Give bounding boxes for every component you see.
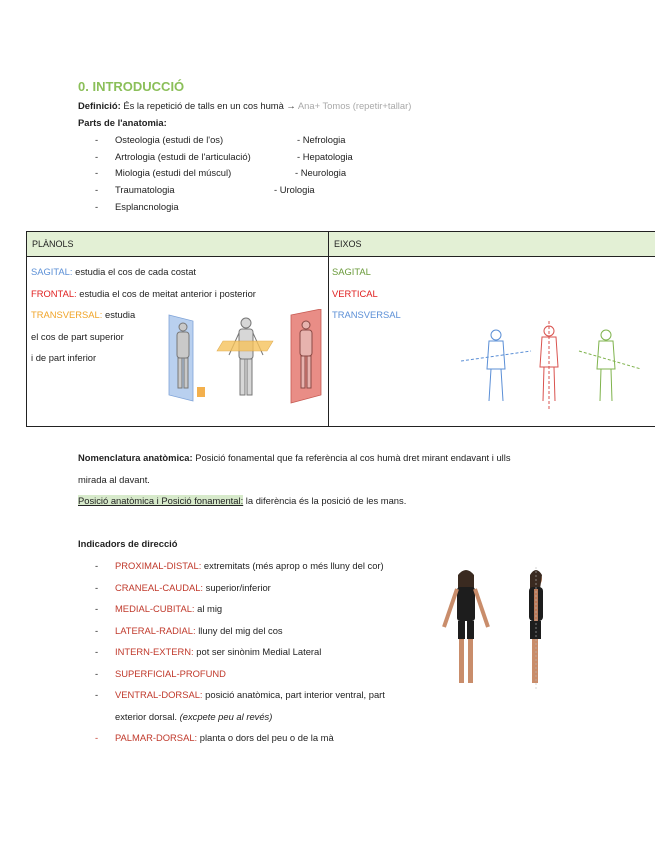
person-front (444, 570, 488, 683)
position-line (78, 495, 406, 506)
axes-figure (461, 321, 651, 411)
indicator-item: - CRANEAL-CAUDAL: superior/inferior (95, 582, 271, 593)
indicator-item-cont: exterior dorsal. (excpete peu al revés) (115, 711, 273, 722)
parts-item-right: - Urologia (274, 184, 315, 195)
indicator-item: - SUPERFICIAL-PROFUND (95, 668, 226, 679)
definition-label: Definició: (78, 100, 121, 111)
parts-item-right: - Nefrologia (297, 134, 346, 145)
parts-item-right: - Neurologia (295, 167, 347, 178)
planes-figure (163, 309, 325, 405)
plane-transversal: TRANSVERSAL: estudia (31, 309, 136, 320)
definition-text: És la repetició de talls en un cos humà → (120, 100, 298, 111)
indicator-item: - PALMAR-DORSAL: planta o dors del peu o de la mà (95, 732, 334, 743)
nomenclature-line (78, 452, 511, 463)
plane-frontal: FRONTAL: estudia el cos de meitat anterior i posterior (31, 288, 256, 299)
planes-axes-table (26, 231, 655, 427)
nomenclature-text: Posició fonamental que fa referència al cos humà dret mirant endavant i ulls (192, 452, 511, 463)
indicator-item: - INTERN-EXTERN: pot ser sinònim Medial Lateral (95, 646, 322, 657)
axis-transversal: TRANSVERSAL (332, 309, 401, 320)
nomenclature-label: Nomenclatura anatòmica: (78, 452, 193, 463)
parts-item: - Artrologia (estudi de l'articulació) (95, 151, 251, 162)
indicators-heading: Indicadors de direcció (78, 538, 178, 549)
indicator-item: - MEDIAL-CUBITAL: al mig (95, 603, 223, 614)
plane-transversal-cont: el cos de part superior (31, 331, 124, 342)
axes-cell (329, 257, 655, 427)
planes-cell (27, 257, 329, 427)
anatomical-position-photo (438, 565, 568, 695)
indicator-item: - LATERAL-RADIAL: lluny del mig del cos (95, 625, 283, 636)
parts-item: - Traumatologia (95, 184, 175, 195)
parts-item: - Miologia (estudi del múscul) (95, 167, 232, 178)
indicator-item: - VENTRAL-DORSAL: posició anatòmica, part interior ventral, part (95, 689, 385, 700)
page-title: 0. INTRODUCCIÓ (78, 79, 185, 94)
person-side (529, 567, 543, 689)
planes-header: PLÀNOLS (27, 232, 329, 257)
parts-item-right: - Hepatologia (297, 151, 353, 162)
definition-line (78, 100, 411, 111)
figure-green (579, 330, 641, 401)
body-figure-center (229, 318, 263, 395)
position-label: Posició anatòmica i Posició fonamental: (78, 495, 244, 506)
plane-transversal-cont: i de part inferior (31, 352, 97, 363)
transverse-plane (217, 341, 273, 351)
axis-vertical: VERTICAL (332, 288, 378, 299)
parts-item: - Esplancnologia (95, 201, 179, 212)
axes-header: EIXOS (329, 232, 655, 257)
figure-blue (461, 330, 531, 401)
position-text: la diferència és la posició de les mans. (243, 495, 407, 506)
axis-sagital: SAGITAL (332, 266, 371, 277)
parts-item: - Osteologia (estudi de l'os) (95, 134, 224, 145)
nomenclature-cont: mirada al davant. (78, 474, 150, 485)
plane-sagital: SAGITAL: estudia el cos de cada costat (31, 266, 197, 277)
indicator-item: - PROXIMAL-DISTAL: extremitats (més aprop o més lluny del cor) (95, 560, 384, 571)
figure-red (540, 321, 558, 409)
transverse-marker (197, 387, 205, 397)
definition-note: Ana+ Tomos (repetir+tallar) (297, 100, 412, 111)
parts-heading: Parts de l'anatomia: (78, 117, 167, 128)
